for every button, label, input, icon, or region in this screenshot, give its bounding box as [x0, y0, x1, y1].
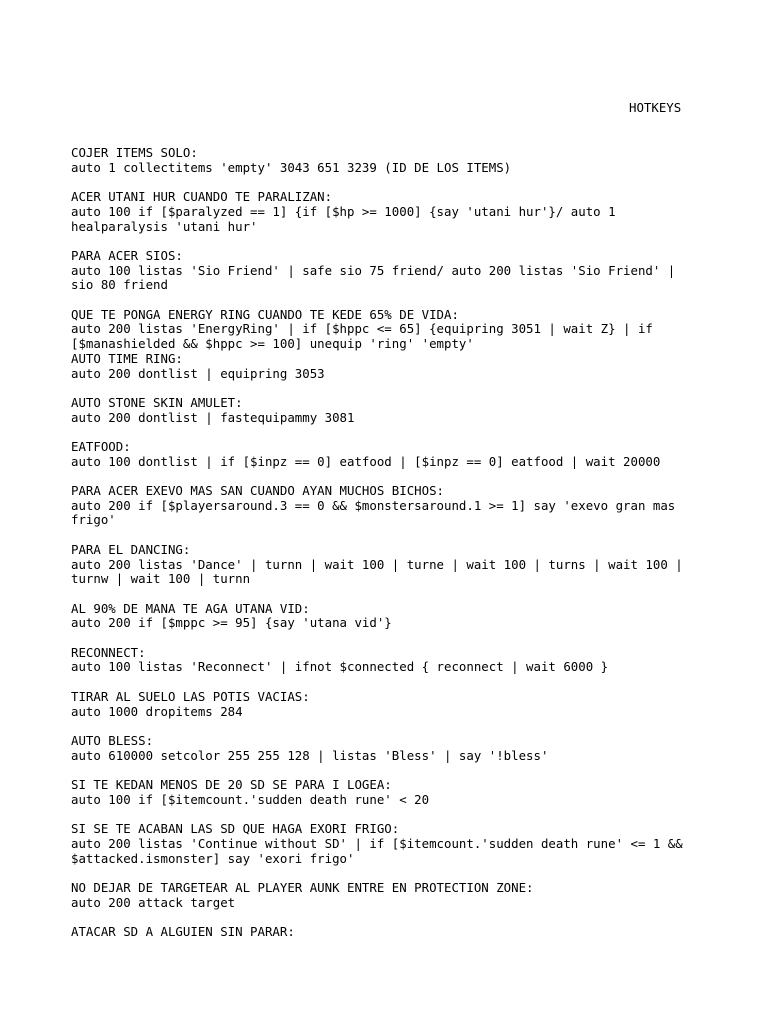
hotkey-block: [71, 249, 696, 293]
hotkeys-list: [71, 146, 696, 954]
hotkey-block: [71, 352, 696, 381]
hotkey-heading: ATACAR SD A ALGUIEN SIN PARAR:: [71, 924, 295, 940]
hotkey-code-line: $attacked.ismonster] say 'exori frigo': [71, 850, 355, 866]
hotkey-block: [71, 690, 696, 719]
hotkey-code-line: healparalysis 'utani hur': [71, 218, 258, 234]
hotkey-heading: PARA ACER SIOS:: [71, 247, 183, 263]
hotkey-heading: AL 90% DE MANA TE AGA UTANA VID:: [71, 600, 310, 616]
hotkey-code-line: auto 200 attack target: [71, 894, 236, 910]
hotkey-code-line: sio 80 friend: [71, 277, 168, 293]
hotkey-heading: EATFOOD:: [71, 438, 131, 454]
hotkey-block: [71, 308, 696, 352]
hotkey-code-line: auto 200 dontlist | equipring 3053: [71, 365, 325, 381]
hotkey-block: [71, 484, 696, 528]
hotkey-code-line: auto 1 collectitems 'empty' 3043 651 3239 (ID DE LOS ITEMS): [71, 159, 512, 175]
hotkey-code-line: auto 200 listas 'Dance' | turnn | wait 100 | turne | wait 100 | turns | wait 100 |: [71, 556, 683, 572]
hotkey-block: [71, 778, 696, 807]
hotkey-heading: AUTO TIME RING:: [71, 350, 183, 366]
hotkey-heading: SI TE KEDAN MENOS DE 20 SD SE PARA I LOGEA:: [71, 777, 392, 793]
document-title: HOTKEYS: [629, 100, 682, 115]
hotkey-heading: PARA EL DANCING:: [71, 541, 191, 557]
hotkey-code-line: auto 200 listas 'Continue without SD' | if [$itemcount.'sudden death rune' <= 1 &&: [71, 835, 683, 851]
hotkey-code-line: frigo': [71, 512, 116, 528]
hotkey-heading: COJER ITEMS SOLO:: [71, 145, 198, 160]
hotkey-heading: TIRAR AL SUELO LAS POTIS VACIAS:: [71, 688, 310, 704]
hotkey-block: [71, 602, 696, 631]
hotkey-block: [71, 543, 696, 587]
hotkey-block: [71, 646, 696, 675]
hotkey-code-line: turnw | wait 100 | turnn: [71, 571, 251, 587]
hotkey-code-line: auto 100 if [$itemcount.'sudden death rune' < 20: [71, 791, 430, 807]
hotkey-code-line: [$manashielded && $hppc >= 100] unequip 'ring' 'empty': [71, 336, 474, 352]
hotkey-code-line: auto 1000 dropitems 284: [71, 703, 243, 719]
hotkey-code-line: auto 200 if [$playersaround.3 == 0 && $monstersaround.1 >= 1] say 'exevo gran mas: [71, 497, 676, 513]
hotkey-code-line: auto 100 dontlist | if [$inpz == 0] eatfood | [$inpz == 0] eatfood | wait 20000: [71, 453, 661, 469]
hotkey-code-line: auto 100 listas 'Reconnect' | ifnot $connected { reconnect | wait 6000 }: [71, 659, 609, 675]
hotkey-block: [71, 734, 696, 763]
hotkey-code-line: auto 100 listas 'Sio Friend' | safe sio 75 friend/ auto 200 listas 'Sio Friend' |: [71, 262, 676, 278]
hotkey-code-line: auto 200 dontlist | fastequipammy 3081: [71, 409, 355, 425]
hotkey-block: [71, 146, 696, 175]
hotkey-block: [71, 396, 696, 425]
hotkey-heading: NO DEJAR DE TARGETEAR AL PLAYER AUNK ENTRE EN PROTECTION ZONE:: [71, 879, 534, 895]
hotkey-heading: AUTO BLESS:: [71, 732, 154, 748]
hotkey-heading: PARA ACER EXEVO MAS SAN CUANDO AYAN MUCHOS BICHOS:: [71, 483, 444, 499]
hotkey-block: [71, 881, 696, 910]
hotkey-heading: QUE TE PONGA ENERGY RING CUANDO TE KEDE 65% DE VIDA:: [71, 306, 459, 322]
hotkey-block: [71, 822, 696, 866]
hotkey-heading: ACER UTANI HUR CUANDO TE PARALIZAN:: [71, 189, 333, 205]
hotkey-code-line: auto 610000 setcolor 255 255 128 | listas 'Bless' | say '!bless': [71, 747, 549, 763]
hotkey-code-line: auto 100 if [$paralyzed == 1] {if [$hp >= 1000] {say 'utani hur'}/ auto 1: [71, 203, 616, 219]
hotkey-code-line: auto 200 listas 'EnergyRing' | if [$hppc <= 65] {equipring 3051 | wait Z} | if: [71, 321, 653, 337]
hotkey-heading: SI SE TE ACABAN LAS SD QUE HAGA EXORI FRIGO:: [71, 821, 400, 837]
hotkey-block: [71, 925, 696, 940]
hotkey-code-line: auto 200 if [$mppc >= 95] {say 'utana vid'}: [71, 615, 392, 631]
hotkey-heading: AUTO STONE SKIN AMULET:: [71, 394, 243, 410]
hotkey-heading: RECONNECT:: [71, 644, 146, 660]
hotkey-block: [71, 190, 696, 234]
hotkey-block: [71, 440, 696, 469]
